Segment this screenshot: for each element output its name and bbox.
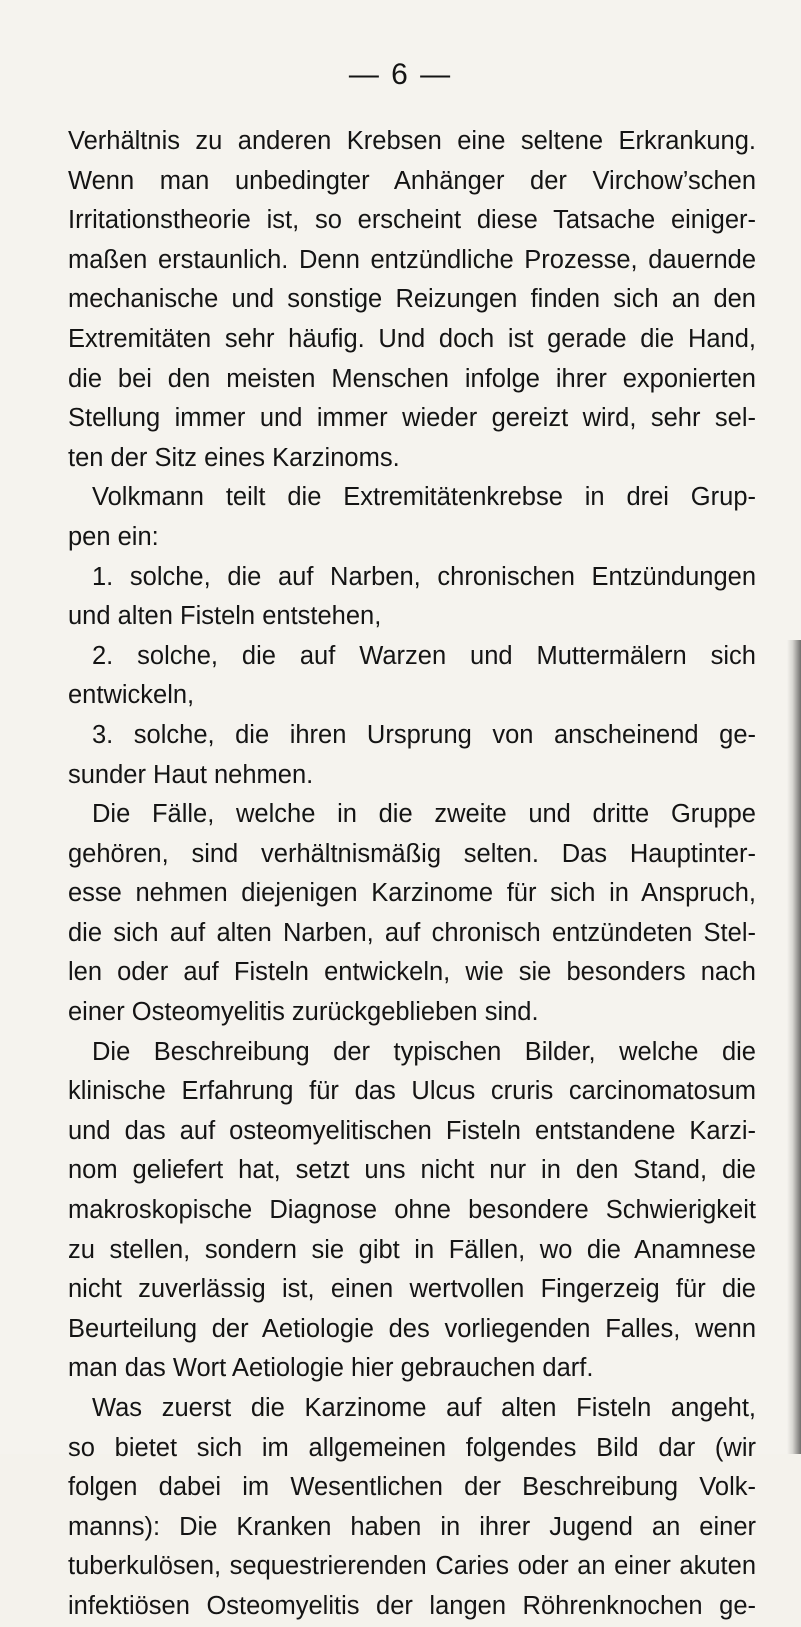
text-line: Volkmann teilt die Extremitätenkrebse in drei Grup- xyxy=(92,483,756,512)
text-line: maßen erstaunlich. Denn entzündliche Prozesse, dauernde xyxy=(68,245,756,274)
text-line: Verhältnis zu anderen Krebsen eine seltene Erkrankung. xyxy=(68,127,756,155)
text-line: len oder auf Fisteln entwickeln, wie sie besonders nach xyxy=(68,958,756,987)
text-line: man das Wort Aetiologie hier gebrauchen darf. xyxy=(68,1354,594,1383)
text-line: Was zuerst die Karzinome auf alten Fisteln angeht, xyxy=(92,1394,756,1422)
text-line: folgen dabei im Wesentlichen der Beschreibung Volk- xyxy=(68,1473,756,1502)
text-line: und das auf osteomyelitischen Fisteln entstandene Karzi- xyxy=(68,1116,756,1145)
text-line: makroskopische Diagnose ohne besondere Schwierigkeit xyxy=(68,1196,756,1225)
text-line: nicht zuverlässig ist, einen wertvollen Fingerzeig für die xyxy=(68,1275,756,1304)
text-line: Irritationstheorie ist, so erscheint diese Tatsache einiger- xyxy=(68,206,756,235)
text-line: entwickeln, xyxy=(68,681,195,710)
text-line: 3. solche, die ihren Ursprung von anscheinend ge- xyxy=(92,720,756,749)
text-line: die bei den meisten Menschen infolge ihrer exponierten xyxy=(68,364,756,393)
text-line: infektiösen Osteomyelitis der langen Röhrenknochen ge- xyxy=(68,1591,756,1620)
text-line: und alten Fisteln entstehen, xyxy=(68,602,382,631)
text-line: einer Osteomyelitis zurückgeblieben sind. xyxy=(68,998,539,1027)
text-line: sunder Haut nehmen. xyxy=(68,760,314,789)
body-text xyxy=(68,122,756,1627)
page-number: — 6 — xyxy=(348,58,453,91)
text-line: pen ein: xyxy=(68,522,159,551)
text-line: 1. solche, die auf Narben, chronischen Entzündungen xyxy=(92,562,756,591)
text-line: 2. solche, die auf Warzen und Muttermälern sich xyxy=(92,641,756,670)
text-line: Die Fälle, welche in die zweite und dritte Gruppe xyxy=(92,800,756,829)
text-line: klinische Erfahrung für das Ulcus cruris carcinomatosum xyxy=(68,1077,756,1106)
text-line: zu stellen, sondern sie gibt in Fällen, wo die Anamnese xyxy=(68,1235,756,1264)
text-line: Beurteilung der Aetiologie des vorliegenden Falles, wenn xyxy=(68,1314,756,1343)
text-line: ten der Sitz eines Karzinoms. xyxy=(68,443,400,472)
text-line: esse nehmen diejenigen Karzinome für sich in Anspruch, xyxy=(68,879,756,908)
text-line: Wenn man unbedingter Anhänger der Virchow’schen xyxy=(68,166,756,195)
text-line: Stellung immer und immer wieder gereizt wird, sehr sel- xyxy=(68,404,756,433)
text-line: nom geliefert hat, setzt uns nicht nur in den Stand, die xyxy=(68,1156,756,1185)
text-line: manns): Die Kranken haben in ihrer Jugend an einer xyxy=(68,1512,756,1541)
text-line: Die Beschreibung der typischen Bilder, welche die xyxy=(92,1037,756,1066)
text-line: tuberkulösen, sequestrierenden Caries oder an einer akuten xyxy=(68,1552,756,1581)
text-line: Extremitäten sehr häufig. Und doch ist gerade die Hand, xyxy=(68,324,756,353)
text-line: so bietet sich im allgemeinen folgendes Bild dar (wir xyxy=(68,1433,756,1462)
text-line: gehören, sind verhältnismäßig selten. Das Hauptinter- xyxy=(68,839,756,868)
text-line: die sich auf alten Narben, auf chronisch entzündeten Stel- xyxy=(68,918,756,947)
page-edge-shadow xyxy=(787,640,801,1454)
text-line: mechanische und sonstige Reizungen finden sich an den xyxy=(68,285,756,314)
